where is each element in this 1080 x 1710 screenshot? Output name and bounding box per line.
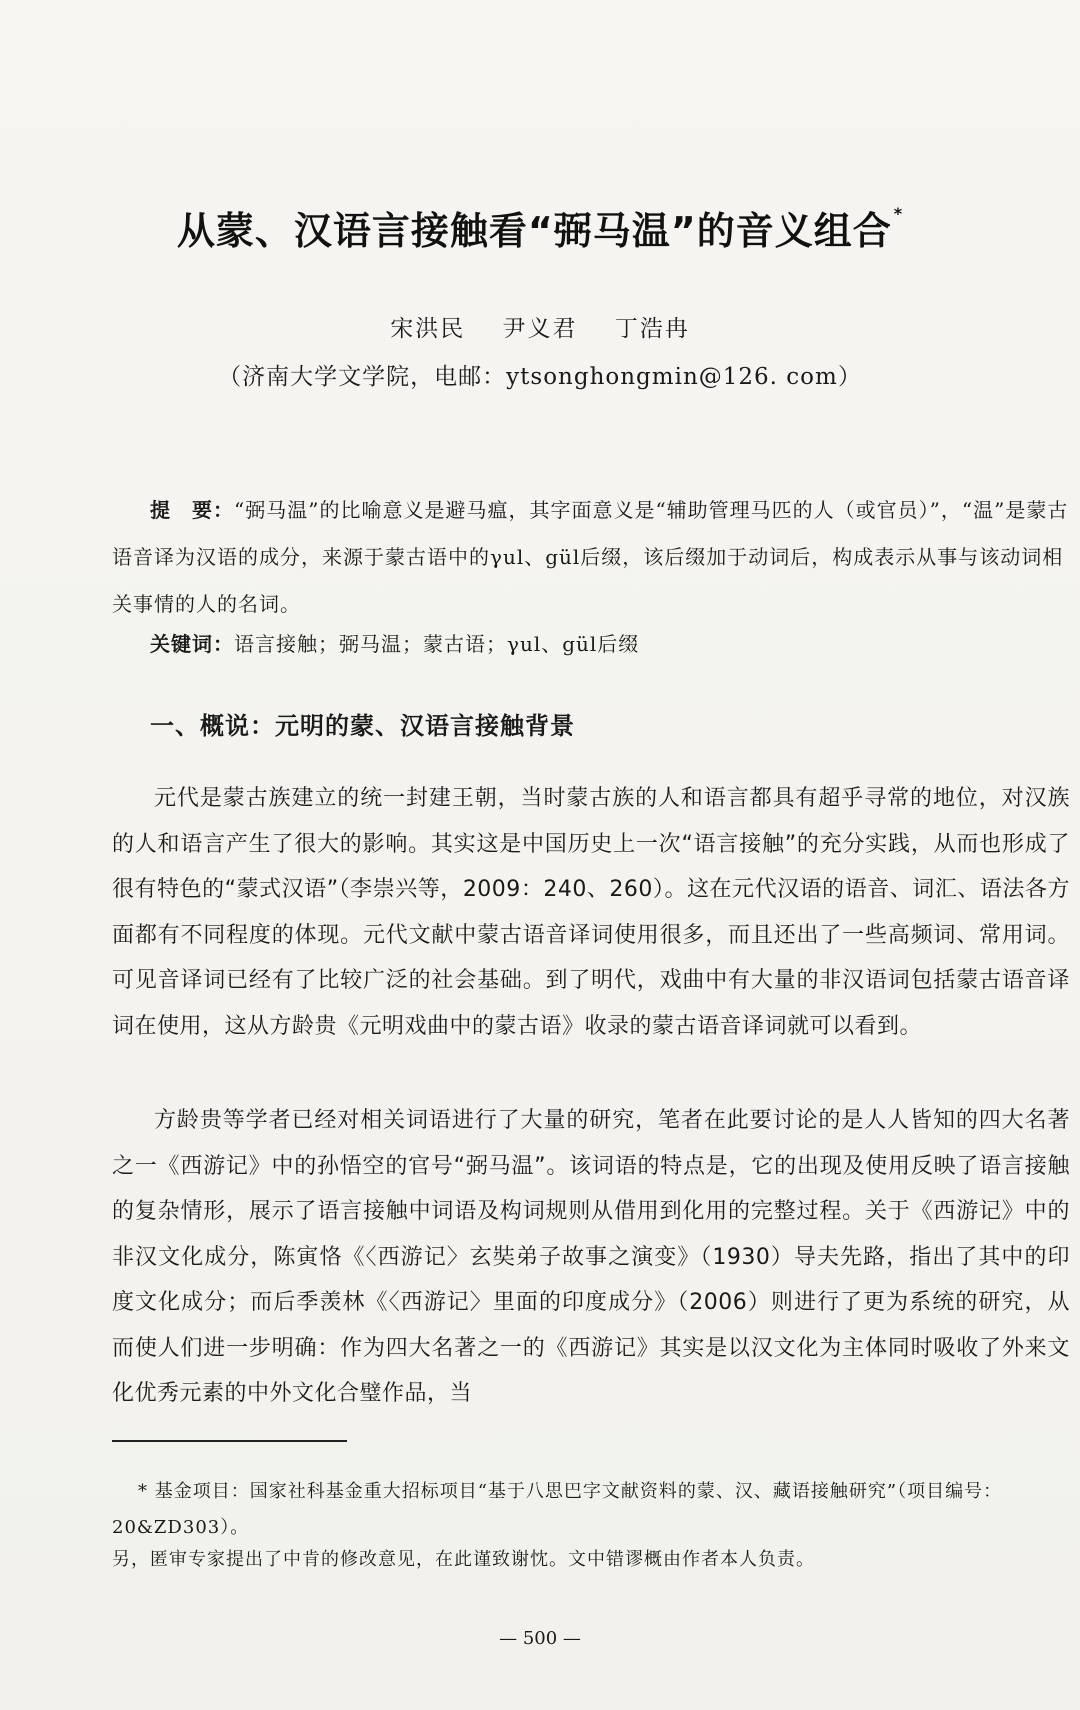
paper-title <box>0 200 1080 255</box>
footnote-acknowledgement: 另，匿审专家提出了中肯的修改意见，在此谨致谢忱。文中错谬概由作者本人负责。 <box>112 1549 815 1570</box>
author-name: 尹义君 <box>502 316 578 342</box>
keywords-label: 关键词： <box>150 632 234 656</box>
footnote-divider <box>112 1440 347 1442</box>
keywords-text: 语言接触；弼马温；蒙古语；γul、gül后缀 <box>234 632 640 656</box>
author-name: 宋洪民 <box>390 316 466 342</box>
body-paragraph: 方龄贵等学者已经对相关词语进行了大量的研究，笔者在此要讨论的是人人皆知的四大名著之一《西游记》中的孙悟空的官号“弼马温”。该词语的特点是，它的出现及使用反映了语言接触的复杂情形，展示了语言接触中词语及构词规则从借用到化用的完整过程。关于《西游记》中的非汉文化成分，陈寅恪《〈西游记〉玄奘弟子故事之演变》（1930）导夫先路，指出了其中的印度文化成分；而后季羡林《〈西游记〉里面的印度成分》（2006）则进行了更为系统的研究，从而使人们进一步明确：作为四大名著之一的《西游记》其实是以汉文化为主体同时吸收了外来文化优秀元素的中外文化合璧作品，当 <box>112 1108 1070 1406</box>
footnote-funding: * 基金项目：国家社科基金重大招标项目“基于八思巴字文献资料的蒙、汉、藏语接触研究”（项目编号：20&ZD303）。 <box>112 1481 1003 1538</box>
page-number: — 500 — <box>499 1628 581 1649</box>
author-list <box>0 310 1080 343</box>
abstract <box>112 487 1070 628</box>
keywords <box>150 628 1070 657</box>
paper-title-text: 从蒙、汉语言接触看“弼马温”的音义组合 <box>176 209 892 253</box>
affiliation: （济南大学文学院，电邮：ytsonghongmin@126. com） <box>218 364 862 390</box>
abstract-label: 提 要： <box>150 498 234 522</box>
body-paragraph: 元代是蒙古族建立的统一封建王朝，当时蒙古族的人和语言都具有超乎寻常的地位，对汉族的人和语言产生了很大的影响。其实这是中国历史上一次“语言接触”的充分实践，从而也形成了很有特色的“蒙式汉语”（李崇兴等，2009：240、260）。这在元代汉语的语音、词汇、语法各方面都有不同程度的体现。元代文献中蒙古语音译词使用很多，而且还出了一些高频词、常用词。可见音译词已经有了比较广泛的社会基础。到了明代，戏曲中有大量的非汉语词包括蒙古语音译词在使用，这从方龄贵《元明戏曲中的蒙古语》收录的蒙古语音译词就可以看到。 <box>112 786 1070 1039</box>
section-heading: 一、概说：元明的蒙、汉语言接触背景 <box>150 712 575 740</box>
title-footnote-mark: * <box>893 204 904 223</box>
author-name: 丁浩冉 <box>614 316 690 342</box>
abstract-text: “弼马温”的比喻意义是避马瘟，其字面意义是“辅助管理马匹的人（或官员）”，“温”是蒙古语音译为汉语的成分，来源于蒙古语中的γul、gül后缀，该后缀加于动词后，构成表示从事与该动词相关事情的人的名词。 <box>112 498 1069 616</box>
